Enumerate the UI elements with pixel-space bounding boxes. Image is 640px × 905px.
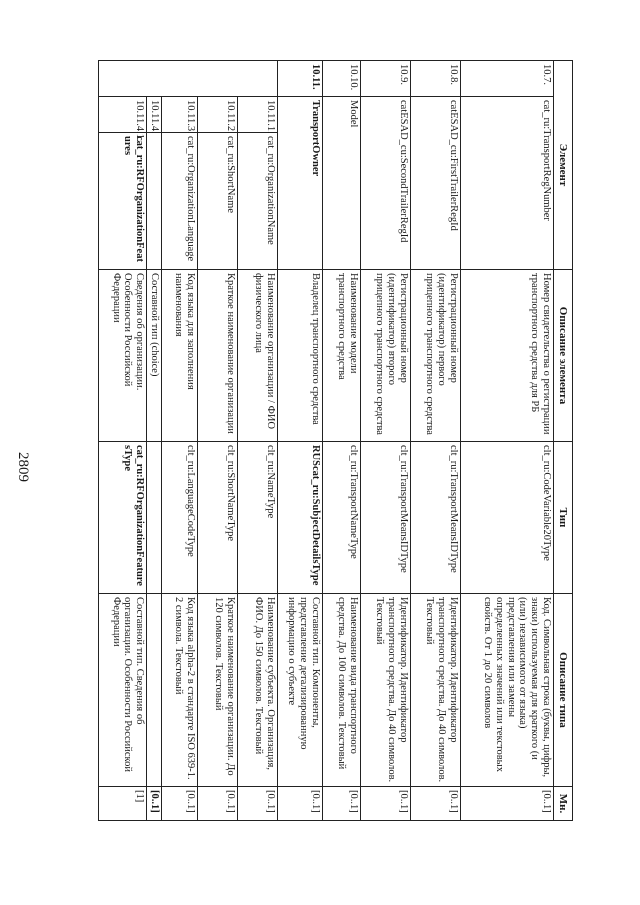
element-type: clt_ru:TransportMeansIDType xyxy=(361,442,411,594)
multiplicity: [0..1] xyxy=(361,787,411,821)
element-name: TransportOwner xyxy=(278,97,323,270)
type-description: Наименование вида транспортного средства. До 100 символов. Текстовый xyxy=(323,594,361,787)
element-name: catESAD_cu:SecondTrailerRegId xyxy=(361,97,411,270)
multiplicity: [0..1] xyxy=(147,787,162,821)
table-row xyxy=(461,61,554,821)
element-type: clt_ru:CodeVariable20Type xyxy=(461,442,554,594)
table-row xyxy=(361,61,411,821)
rotated-table-wrapper xyxy=(93,60,573,820)
table-row xyxy=(238,61,278,821)
indent-cell xyxy=(99,61,147,97)
row-number: 10.10. xyxy=(323,61,361,97)
indent-cell xyxy=(198,61,238,97)
header-type-description: Описание типа xyxy=(554,594,573,787)
element-type: clt_ru:TransportNameType xyxy=(323,442,361,594)
element-type: clt_ru:ShortNameType xyxy=(198,442,238,594)
indent-cell xyxy=(162,61,198,97)
element-type: cat_ru:RFOrganizationFeaturesType xyxy=(99,442,147,594)
header-element: Элемент xyxy=(554,61,573,270)
row-number: 10.11.1. xyxy=(238,97,278,133)
element-name: cat_ru:OrganizationName xyxy=(238,133,278,270)
type-description: Составной тип. Компоненты, представление детализированную информацию о субъекте xyxy=(278,594,323,787)
row-number: 10.8. xyxy=(411,61,461,97)
element-type: RUScat_ru:SubjectDetailsType xyxy=(278,442,323,594)
type-description: Код. Символьная строка (буквы, цифры, знаки) используемая для краткого (и (или) независимого от языка) представления или замены определенных значений или текстовых свойств. От 1 до 20 символов xyxy=(461,594,554,787)
type-description: Код языка alpha-2 в стандарте ISO 639-1. 2 символа. Текстовый xyxy=(162,594,198,787)
element-description: Сведения об организации. Особенности Российской Федерации xyxy=(99,270,147,442)
element-name: cat_ru:ShortName xyxy=(198,133,238,270)
table-row xyxy=(99,61,147,821)
multiplicity: [0..1] xyxy=(323,787,361,821)
element-name: cat_ru:OrganizationLanguage xyxy=(162,133,198,270)
indent-cell xyxy=(147,61,162,97)
element-description: Наименование модели транспортного средства xyxy=(323,270,361,442)
header-multiplicity: Мн. xyxy=(554,787,573,821)
type-description: Идентификатор. Идентификатор транспортного средства. До 40 символов. Текстовый xyxy=(411,594,461,787)
row-number: 10.7. xyxy=(461,61,554,97)
multiplicity: [0..1] xyxy=(198,787,238,821)
indent-cell xyxy=(238,61,278,97)
header-row xyxy=(554,61,573,821)
table-row xyxy=(278,61,323,821)
page-number: 2809 xyxy=(15,452,31,482)
element-description: Код языка для заполнения наименования xyxy=(162,270,198,442)
element-description: Регистрационный номер (идентификатор) второго прицепного транспортного средства xyxy=(361,270,411,442)
table-row xyxy=(162,61,198,821)
header-type: Тип xyxy=(554,442,573,594)
type-description: Краткое наименование организации. До 120 символов. Текстовый xyxy=(198,594,238,787)
element-name: cat_ru:RFOrganizationFeatures xyxy=(99,133,147,270)
element-description: Регистрационный номер (идентификатор) первого прицепного транспортного средства xyxy=(411,270,461,442)
table-row xyxy=(323,61,361,821)
row-number: 10.11.4. xyxy=(147,97,162,133)
multiplicity: [0..1] xyxy=(162,787,198,821)
element-type: clt_ru:TransportMeansIDType xyxy=(411,442,461,594)
type-description: Идентификатор. Идентификатор транспортного средства. До 40 символов. Текстовый xyxy=(361,594,411,787)
row-number: 10.11.3. xyxy=(162,97,198,133)
element-type xyxy=(147,442,162,594)
element-description: Наименование организации / ФИО физического лица xyxy=(238,270,278,442)
multiplicity: [0..1] xyxy=(411,787,461,821)
multiplicity: [1] xyxy=(99,787,147,821)
spec-table xyxy=(98,60,573,821)
type-description xyxy=(147,594,162,787)
element-name: catESAD_cu:FirstTrailerRegId xyxy=(411,97,461,270)
row-number: 10.11.4.1. xyxy=(99,97,147,133)
table-row xyxy=(147,61,162,821)
element-name: cat_ru:TransportRegNumber xyxy=(461,97,554,270)
multiplicity: [0..1] xyxy=(278,787,323,821)
element-description: Составной тип (choice) xyxy=(147,270,162,442)
row-number: 10.11.2. xyxy=(198,97,238,133)
element-type: clt_ru:LanguageCodeType xyxy=(162,442,198,594)
row-number: 10.11. xyxy=(278,61,323,97)
element-type: clt_ru:NameType xyxy=(238,442,278,594)
header-description: Описание элемента xyxy=(554,270,573,442)
table-row xyxy=(198,61,238,821)
table-row xyxy=(411,61,461,821)
row-number: 10.9. xyxy=(361,61,411,97)
multiplicity: [0..1] xyxy=(461,787,554,821)
element-description: Номер свидетельства о регистрации транспортного средства для РБ xyxy=(461,270,554,442)
rotated-page-area xyxy=(93,60,573,820)
multiplicity: [0..1] xyxy=(238,787,278,821)
element-name: Model xyxy=(323,97,361,270)
element-description: Владелец транспортного средства xyxy=(278,270,323,442)
type-description: Составной тип. Сведения об организации. Особенности Российской Федерации xyxy=(99,594,147,787)
type-description: Наименование субъекта. Организация, ФИО. До 150 символов. Текстовый xyxy=(238,594,278,787)
element-name xyxy=(147,133,162,270)
element-description: Краткое наименование организации xyxy=(198,270,238,442)
